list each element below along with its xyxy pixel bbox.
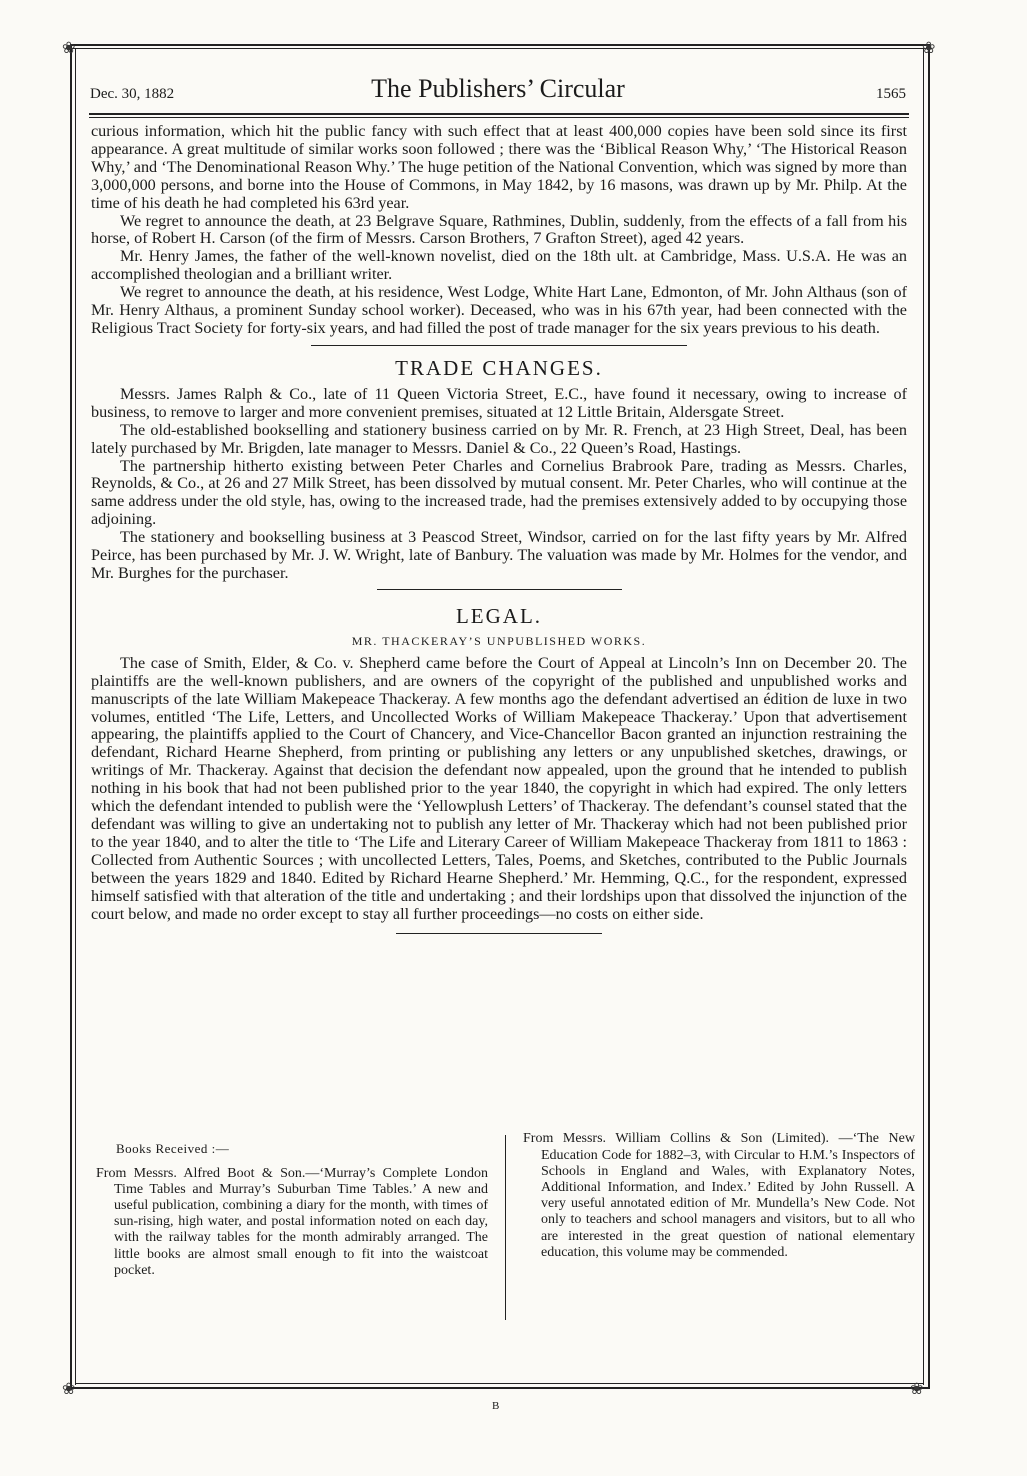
journal-title: The Publishers’ Circular <box>371 74 625 103</box>
books-received-left-column <box>96 1131 488 1279</box>
trade-change-paragraph: Messrs. James Ralph & Co., late of 11 Queen Victoria Street, E.C., have found it necessary, owing to increase of business, to remove to larger and more convenient premises, situated at 12 Little Britain, Aldersgate Street. <box>91 384 907 421</box>
trade-change-paragraph: The stationery and bookselling business at 3 Peascod Street, Windsor, carried on for the last fifty years by Mr. Alfred Peirce, has been purchased by Mr. J. W. Wright, late of Banbury. The valuation was made by Mr. Holmes for the vendor, and Mr. Burghes for the purchaser. <box>91 528 907 582</box>
books-received-columns <box>91 1131 915 1321</box>
left-border-rule-inner <box>75 48 76 1385</box>
obituary-paragraph: curious information, which hit the public fancy with such effect that at least 400,000 copies have been sold since its first appearance. A great multitude of similar works soon followed ; there was the ‘Biblical Reason Why,’ ‘The Historical Reason Why,’ and ‘The Denominational Reason Why.’ The huge petition of the National Convention, which was signed by more than 3,000,000 persons, and borne into the House of Commons, in May 1842, by 16 masons, was drawn up by Mr. Philp. At the time of his death he had completed his 63rd year. <box>91 122 907 212</box>
legal-heading: LEGAL. <box>455 603 543 628</box>
books-received-right-column <box>523 1131 915 1261</box>
right-border-rule <box>928 44 930 1389</box>
bottom-border-rule-inner <box>75 1383 924 1384</box>
bottom-border-rule <box>70 1387 930 1389</box>
top-border-rule <box>70 44 930 46</box>
ornament-icon: ❀ <box>910 1381 924 1398</box>
books-received-label: Books Received :— <box>116 1141 230 1157</box>
section-divider <box>377 589 622 590</box>
header-rule <box>89 113 909 115</box>
running-header <box>90 74 906 108</box>
article-body <box>91 122 915 1321</box>
header-rule-thin <box>89 117 909 118</box>
page-number: 1565 <box>876 86 906 102</box>
ornament-icon: ❀ <box>922 40 936 57</box>
right-border-rule-inner <box>923 48 924 1385</box>
ornament-icon: ❀ <box>62 1381 76 1398</box>
legal-subheading: MR. THACKERAY’S UNPUBLISHED WORKS. <box>351 633 647 648</box>
section-divider <box>396 933 602 1124</box>
header-date: Dec. 30, 1882 <box>90 86 175 102</box>
book-entry: From Messrs. Alfred Boot & Son.—‘Murray’s Complete London Time Tables and Murray’s Suburban Time Tables.’ A new and useful publication, combining a diary for the month, with times of sun-rising, high water, and postal information noted on each day, with the railway tables for the month admirably arranged. The little books are almost small enough to fit into the waistcoat pocket. <box>96 1165 488 1278</box>
trade-change-paragraph: The old-established bookselling and stationery business carried on by Mr. R. French, at 23 High Street, Deal, has been lately purchased by Mr. Brigden, late manager to Messrs. Daniel & Co., 22 Queen’s Road, Hastings. <box>91 420 907 457</box>
trade-change-paragraph: The partnership hitherto existing between Peter Charles and Cornelius Brabrook Pare, trading as Messrs. Charles, Reynolds, & Co., at 26 and 27 Milk Street, has been dissolved by mutual consent. Mr. Peter Charles, who will continue at the same address under the old style, has, owing to the increased trade, had the premises extensively added to by occupying those adjoining. <box>91 456 907 529</box>
legal-paragraph: The case of Smith, Elder, & Co. v. Shepherd came before the Court of Appeal at Lincoln’s Inn on December 20. The plaintiffs are the well-known publishers, and are owners of the copyright of the published and unpublished works and manuscripts of the late William Makepeace Thackeray. A few months ago the defendant advertised an édition de luxe in two volumes, entitled ‘The Life, Letters, and Uncollected Works of William Makepeace Thackeray.’ Upon that advertisement appearing, the plaintiffs applied to the Court of Chancery, and Vice-Chancellor Bacon granted an injunction restraining the defendant, Richard Hearne Shepherd, from printing or publishing any letters or any unpublished sketches, drawings, or writings of Mr. Thackeray. Against that decision the defendant now appealed, upon the ground that he intended to publish nothing in his book that had not been published prior to the year 1840, the copyright in which had expired. The only letters which the defendant intended to publish were the ‘Yellowplush Letters’ of Thackeray. The defendant’s counsel stated that the defendant was willing to give an undertaking not to publish any letter of Mr. Thackeray which had not been published prior to the year 1840, and to alter the title to ‘The Life and Literary Career of William Makepeace Thackeray from 1811 to 1863 : Collected from Authentic Sources ; with uncollected Letters, Tales, Poems, and Sketches, contributed to the Public Journals between the years 1829 and 1840. Edited by Richard Hearne Shepherd.’ Mr. Hemming, Q.C., for the respondent, expressed himself satisfied with that alteration of the title and undertaking ; and their lordships upon that dissolved the injunction of the court below, and made no order except to stay all further proceedings—no costs on either side. <box>91 653 907 923</box>
top-border-rule-inner <box>72 48 928 49</box>
column-divider <box>505 1135 506 1320</box>
section-divider <box>311 345 687 346</box>
obituary-paragraph: Mr. Henry James, the father of the well-known novelist, died on the 18th ult. at Cambridge, Mass. U.S.A. He was an accomplished theologian and a brilliant writer. <box>91 247 907 284</box>
left-border-rule <box>70 44 72 1389</box>
trade-changes-heading: TRADE CHANGES. <box>395 355 603 380</box>
book-entry: From Messrs. William Collins & Son (Limited). —‘The New Education Code for 1882–3, with Circular to H.M.’s Inspectors of Schools in England and Wales, with Explanatory Notes, Additional Information, and Index.’ Edited by John Russell. A very useful annotated edition of Mr. Mundella’s New Code. Not only to teachers and school managers and visitors, but to all who are interested in the great question of national elementary education, this volume may be commended. <box>523 1131 915 1260</box>
obituary-paragraph: We regret to announce the death, at his residence, West Lodge, White Hart Lane, Edmonton, of Mr. John Althaus (son of Mr. Henry Althaus, a prominent Sunday school worker). Deceased, who was in his 67th year, had been connected with the Religious Tract Society for forty-six years, and had filled the post of trade manager for the six years previous to his death. <box>91 283 907 337</box>
signature-mark: B <box>492 1400 500 1412</box>
ornament-icon: ❀ <box>62 40 76 57</box>
obituary-paragraph: We regret to announce the death, at 23 Belgrave Square, Rathmines, Dublin, suddenly, from the effects of a fall from his horse, of Robert H. Carson (of the firm of Messrs. Carson Brothers, 7 Grafton Street), aged 42 years. <box>91 211 907 248</box>
